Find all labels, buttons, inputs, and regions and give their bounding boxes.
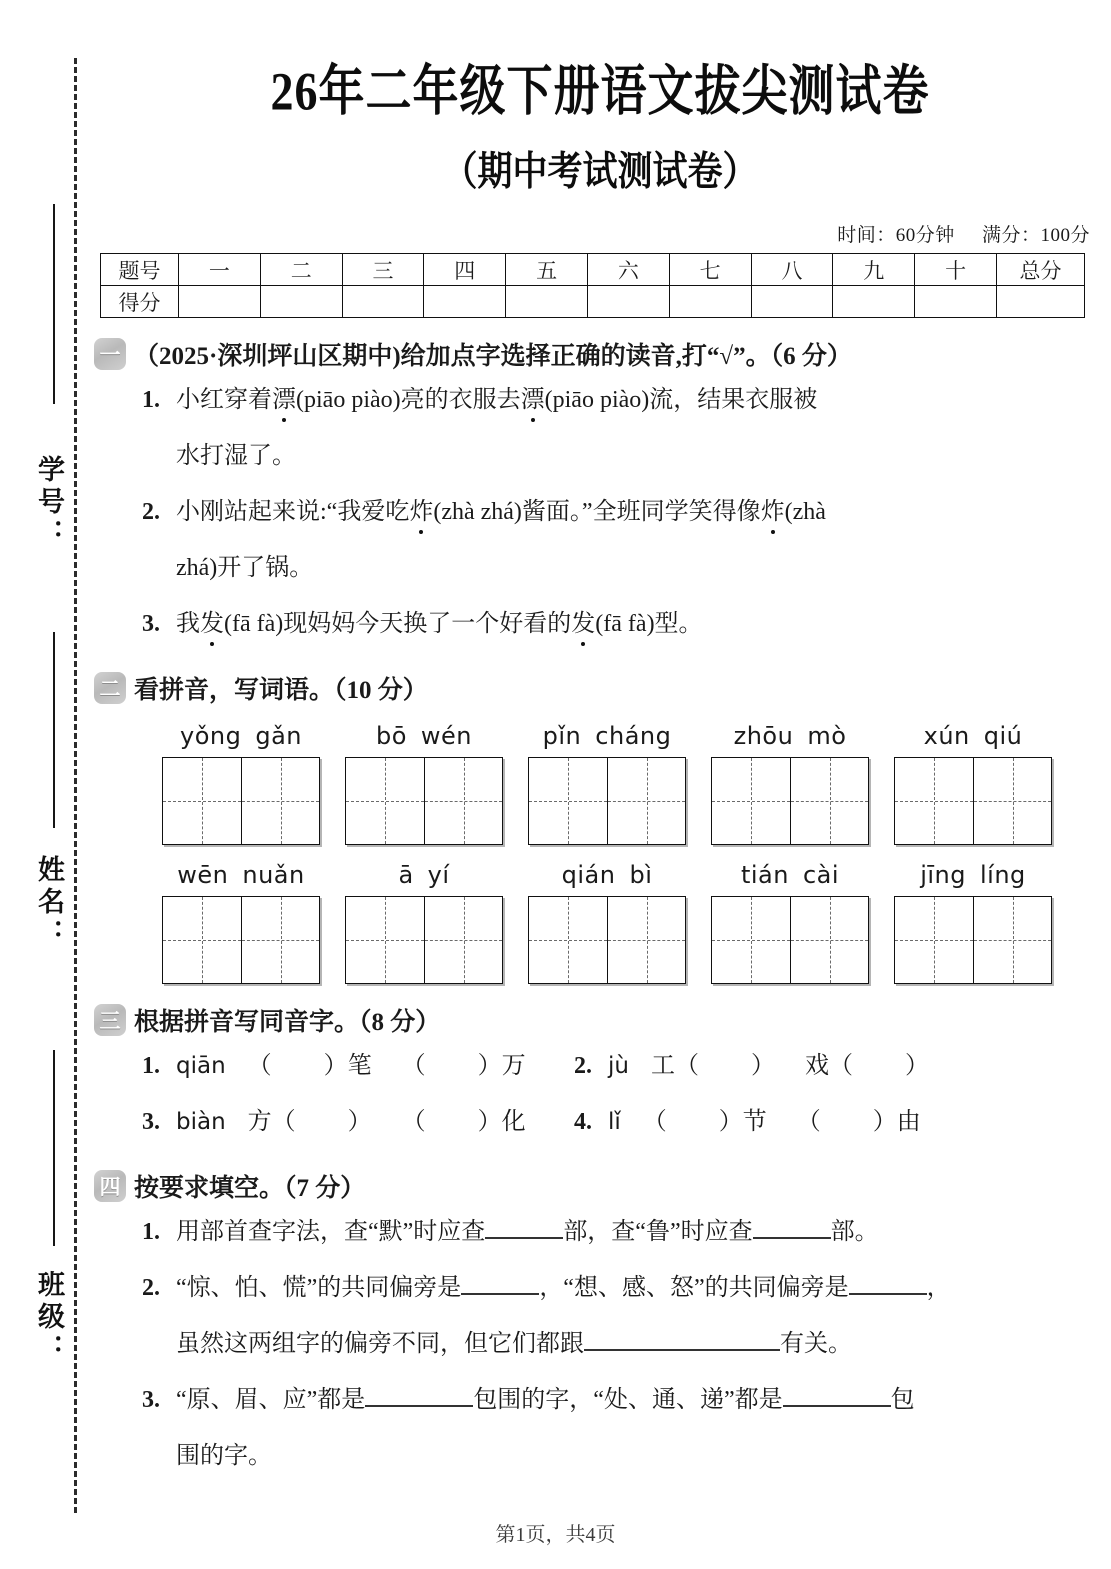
answer-slot[interactable]: （ ）化 <box>401 1109 526 1135</box>
grid-cell[interactable] <box>241 758 319 844</box>
pinyin-word-10 <box>894 861 1052 984</box>
character-grid[interactable] <box>894 757 1052 845</box>
dotted-char: 炸 <box>409 499 434 525</box>
score-col-2: 二 <box>260 254 342 286</box>
page-footer: 第1页，共4页 <box>495 1524 616 1546</box>
slot-suffix: 笔 <box>347 1053 372 1079</box>
pinyin-label: biàn <box>176 1109 226 1135</box>
pinyin-label: jù <box>608 1053 629 1079</box>
margin-rule-2 <box>53 632 55 828</box>
score-col-10: 十 <box>915 254 997 286</box>
homophone-row-2 <box>142 1094 1100 1150</box>
slot-prefix: 工 <box>650 1053 675 1079</box>
pinyin-label <box>555 861 660 889</box>
pinyin-label <box>734 861 846 889</box>
dotted-char: 发 <box>571 611 596 637</box>
grid-cell[interactable] <box>607 897 685 983</box>
grid-cell[interactable] <box>346 897 424 983</box>
pinyin-syllable: qián <box>561 861 616 889</box>
answer-slot[interactable]: （ ）笔 <box>247 1053 372 1079</box>
character-grid[interactable] <box>711 757 869 845</box>
dotted-char: 发 <box>200 611 224 637</box>
answer-blank[interactable] <box>461 1293 539 1295</box>
question-text: 部。 <box>830 1219 879 1245</box>
grid-cell[interactable] <box>346 758 424 844</box>
section-marker-4: 四 <box>94 1170 126 1202</box>
score-col-1: 一 <box>179 254 261 286</box>
question-text-line2: zhá)开了锅。 <box>176 555 314 581</box>
margin-rule-3 <box>53 1050 55 1246</box>
question-text-line2: 水打湿了。 <box>176 443 296 469</box>
grid-cell[interactable] <box>163 758 241 844</box>
question-text: (fā fà)型。 <box>595 611 703 637</box>
student-class-label: 班级： <box>34 1270 64 1366</box>
question-4-1 <box>142 1204 1100 1260</box>
pinyin-grid-row-1 <box>162 722 1052 845</box>
score-table-row-label: 得分 <box>101 286 179 318</box>
question-continuation: 围的字。 <box>176 1443 272 1469</box>
score-cell-total[interactable] <box>997 286 1085 318</box>
pinyin-word-6 <box>162 861 320 984</box>
pinyin-syllable: bō <box>375 722 407 750</box>
pinyin-syllable: yǒng <box>180 722 242 750</box>
slot-suffix: 由 <box>896 1109 921 1135</box>
pinyin-syllable: mò <box>807 722 847 750</box>
question-continuation <box>176 1316 1100 1372</box>
answer-blank[interactable] <box>783 1405 891 1407</box>
score-table <box>100 253 1085 318</box>
answer-blank[interactable] <box>849 1293 927 1295</box>
score-cell[interactable] <box>342 286 424 318</box>
section-header-4 <box>94 1168 1100 1204</box>
pinyin-label <box>170 861 311 889</box>
student-name-label: 姓名： <box>34 855 64 951</box>
question-1-1 <box>142 372 1100 484</box>
grid-cell[interactable] <box>895 897 973 983</box>
answer-slot[interactable]: 戏（ ） <box>804 1053 929 1079</box>
section-marker-1: 一 <box>94 338 126 370</box>
question-number: 1. <box>142 1219 160 1245</box>
question-number: 2. <box>142 1275 160 1301</box>
question-text: “惊、怕、慌”的共同偏旁是 <box>176 1275 462 1301</box>
exam-meta <box>100 220 1100 247</box>
margin-rule-1 <box>53 204 55 404</box>
answer-slot[interactable]: （ ）节 <box>642 1109 767 1135</box>
section-header-2 <box>94 670 1100 706</box>
dotted-char: 炸 <box>760 499 785 525</box>
answer-blank[interactable] <box>365 1405 473 1407</box>
homophone-item-3 <box>142 1094 574 1150</box>
character-grid[interactable] <box>162 757 320 845</box>
question-number: 3. <box>142 1387 160 1413</box>
score-table-row-label: 题号 <box>101 254 179 286</box>
score-cell[interactable] <box>751 286 833 318</box>
pinyin-label: lǐ <box>608 1109 621 1135</box>
question-number: 4. <box>574 1109 592 1135</box>
question-text: 用部首查字法，查“默”时应查 <box>176 1219 486 1245</box>
slot-suffix: 万 <box>501 1053 526 1079</box>
pinyin-syllable: líng <box>980 861 1026 889</box>
score-cell[interactable] <box>833 286 915 318</box>
character-grid[interactable] <box>894 896 1052 984</box>
pinyin-syllable: nuǎn <box>242 861 305 889</box>
pinyin-syllable: bì <box>629 861 653 889</box>
answer-slot[interactable]: 方（ ） <box>247 1109 372 1135</box>
question-text: 包围的字，“处、通、递”都是 <box>473 1387 783 1413</box>
pinyin-label <box>917 722 1030 750</box>
question-1-2 <box>142 484 1100 596</box>
question-number: 3. <box>142 611 160 637</box>
homophone-item-2 <box>574 1038 959 1094</box>
slot-prefix: 方 <box>247 1109 272 1135</box>
character-grid[interactable] <box>711 896 869 984</box>
pinyin-label: qiān <box>176 1053 226 1079</box>
exam-time: 时间：60分钟 <box>837 225 955 246</box>
pinyin-syllable: qiú <box>983 722 1023 750</box>
question-text: (zhà <box>784 499 826 525</box>
grid-cell[interactable] <box>895 758 973 844</box>
score-col-3: 三 <box>342 254 424 286</box>
question-number: 2. <box>142 499 160 525</box>
score-cell[interactable] <box>179 286 261 318</box>
section-marker-3: 三 <box>94 1004 126 1036</box>
dotted-char: 漂 <box>520 387 545 413</box>
slot-suffix: 化 <box>501 1109 526 1135</box>
pinyin-syllable: cài <box>802 861 840 889</box>
pinyin-grid-row-2 <box>162 861 1052 984</box>
answer-blank[interactable] <box>485 1237 563 1239</box>
score-cell[interactable] <box>424 286 506 318</box>
character-grid[interactable] <box>162 896 320 984</box>
section-header-1 <box>94 336 1100 372</box>
question-text: 部，查“鲁”时应查 <box>563 1219 753 1245</box>
question-text: ， <box>926 1275 951 1301</box>
pinyin-syllable: yí <box>427 861 450 889</box>
grid-cell[interactable] <box>163 897 241 983</box>
grid-cell[interactable] <box>529 897 607 983</box>
score-col-total: 总分 <box>997 254 1085 286</box>
exam-sheet <box>100 0 1100 1569</box>
section-title-2: 看拼音，写词语。（10 分） <box>134 677 428 704</box>
answer-blank[interactable] <box>584 1349 780 1351</box>
score-cell[interactable] <box>587 286 669 318</box>
grid-cell[interactable] <box>607 758 685 844</box>
question-text: 包 <box>890 1387 915 1413</box>
pinyin-label <box>369 722 479 750</box>
character-grid[interactable] <box>345 757 503 845</box>
pinyin-syllable: xún <box>923 722 970 750</box>
score-col-8: 八 <box>751 254 833 286</box>
question-number: 1. <box>142 1053 160 1079</box>
section-title-3: 根据拼音写同音字。（8 分） <box>134 1009 441 1036</box>
grid-cell[interactable] <box>241 897 319 983</box>
pinyin-word-9 <box>711 861 869 984</box>
pinyin-syllable: wén <box>420 722 473 750</box>
homophone-item-4 <box>574 1094 951 1150</box>
score-col-6: 六 <box>587 254 669 286</box>
character-grid[interactable] <box>345 896 503 984</box>
question-number: 1. <box>142 387 160 413</box>
score-col-4: 四 <box>424 254 506 286</box>
score-cell[interactable] <box>669 286 751 318</box>
pinyin-word-3 <box>528 722 686 845</box>
pinyin-label <box>173 722 309 750</box>
character-grid[interactable] <box>528 896 686 984</box>
question-text: “原、眉、应”都是 <box>176 1387 366 1413</box>
pinyin-word-7 <box>345 861 503 984</box>
slot-suffix: 节 <box>742 1109 767 1135</box>
table-row <box>101 254 1085 286</box>
grid-cell[interactable] <box>424 758 502 844</box>
score-cell[interactable] <box>506 286 588 318</box>
table-row <box>101 286 1085 318</box>
section-title-4: 按要求填空。（7 分） <box>134 1175 366 1202</box>
pinyin-word-4 <box>711 722 869 845</box>
pinyin-label <box>727 722 854 750</box>
grid-cell[interactable] <box>973 758 1051 844</box>
answer-blank[interactable] <box>753 1237 831 1239</box>
question-4-3 <box>142 1372 1100 1484</box>
question-text: (piāo piào)亮的衣服去 <box>296 387 521 413</box>
pinyin-label <box>391 861 456 889</box>
score-cell[interactable] <box>260 286 342 318</box>
section-header-3 <box>94 1002 1100 1038</box>
question-4-2 <box>142 1260 1100 1372</box>
pinyin-word-8 <box>528 861 686 984</box>
pinyin-word-5 <box>894 722 1052 845</box>
score-col-7: 七 <box>669 254 751 286</box>
homophone-item-1 <box>142 1038 574 1094</box>
score-col-5: 五 <box>506 254 588 286</box>
student-id-label: 学号： <box>34 455 64 551</box>
question-text: 有关。 <box>780 1331 852 1357</box>
answer-slot[interactable]: （ ）由 <box>796 1109 921 1135</box>
pinyin-syllable: gǎn <box>255 722 302 750</box>
slot-prefix: 戏 <box>804 1053 829 1079</box>
pinyin-word-2 <box>345 722 503 845</box>
section-title-1: （2025·深圳坪山区期中)给加点字选择正确的读音,打“√”。（6 分） <box>134 343 852 370</box>
pinyin-syllable: jīng <box>920 861 966 889</box>
question-1-3 <box>142 596 1100 652</box>
grid-cell[interactable] <box>790 897 868 983</box>
pinyin-syllable: cháng <box>595 722 672 750</box>
answer-slot[interactable]: 工（ ） <box>650 1053 775 1079</box>
grid-cell[interactable] <box>973 897 1051 983</box>
pinyin-label <box>536 722 679 750</box>
grid-cell[interactable] <box>529 758 607 844</box>
question-text: (piāo piào)流，结果衣服被 <box>544 387 818 413</box>
section-marker-2: 二 <box>94 672 126 704</box>
question-text: 虽然这两组字的偏旁不同，但它们都跟 <box>176 1331 584 1357</box>
cut-dashed-line <box>74 58 77 1513</box>
pinyin-syllable: wēn <box>177 861 229 889</box>
exam-full-score: 满分：100分 <box>981 225 1090 246</box>
question-text: (zhà zhá)酱面。”全班同学笑得像 <box>433 499 761 525</box>
pinyin-syllable: tián <box>740 861 789 889</box>
question-text: 小红穿着 <box>176 387 272 413</box>
question-text: 小刚站起来说:“我爱吃 <box>176 499 410 525</box>
pinyin-label <box>913 861 1033 889</box>
pinyin-syllable: zhōu <box>733 722 794 750</box>
question-number: 3. <box>142 1109 160 1135</box>
score-cell[interactable] <box>915 286 997 318</box>
question-text: 我 <box>176 611 200 637</box>
grid-cell[interactable] <box>790 758 868 844</box>
homophone-row-1 <box>142 1038 1100 1094</box>
question-number: 2. <box>574 1053 592 1079</box>
grid-cell[interactable] <box>712 897 790 983</box>
grid-cell[interactable] <box>712 758 790 844</box>
page-title: 26年二年级下册语文拔尖测试卷 <box>270 60 930 122</box>
score-col-9: 九 <box>833 254 915 286</box>
answer-slot[interactable]: （ ）万 <box>401 1053 526 1079</box>
question-text: (fā fà)现妈妈今天换了一个好看的 <box>224 611 572 637</box>
question-text: ，“想、感、怒”的共同偏旁是 <box>539 1275 849 1301</box>
pinyin-word-1 <box>162 722 320 845</box>
character-grid[interactable] <box>528 757 686 845</box>
grid-cell[interactable] <box>424 897 502 983</box>
page-subtitle: （期中考试测试卷） <box>442 149 758 194</box>
pinyin-syllable: pǐn <box>542 722 582 750</box>
pinyin-syllable: ā <box>398 861 414 889</box>
dotted-char: 漂 <box>272 387 296 413</box>
